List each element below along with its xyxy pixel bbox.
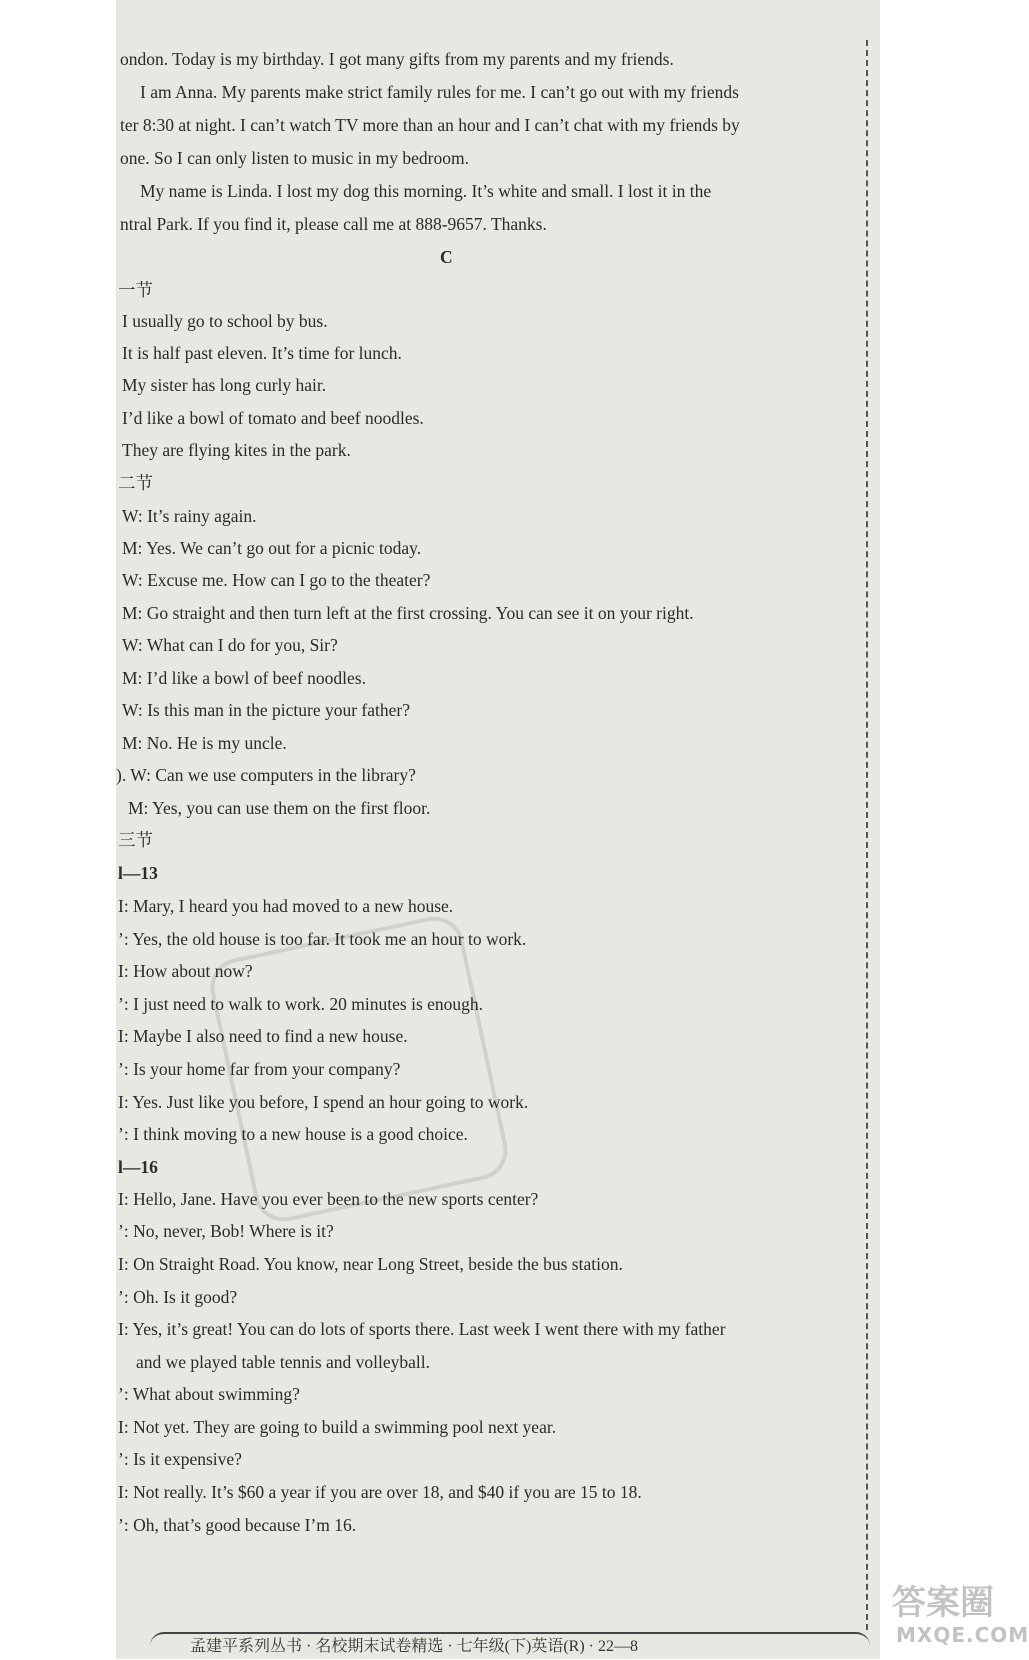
text-line: ter 8:30 at night. I can’t watch TV more than an hour and I can’t chat with my friends by [120,115,740,135]
dialogue-line: ’: What about swimming? [118,1384,300,1404]
watermark-text: 答案圈 [892,1583,994,1623]
text-line: I am Anna. My parents make strict family rules for me. I can’t go out with my friends [140,82,739,102]
dialogue-line: W: Is this man in the picture your father? [122,700,411,720]
dialogue-line: ’: I think moving to a new house is a good choice. [118,1124,468,1144]
dialogue-line: I: On Straight Road. You know, near Long Street, beside the bus station. [118,1254,623,1274]
subsection-label: 三节 [118,830,153,850]
dialogue-line: ’: Is it expensive? [118,1449,242,1469]
dialogue-line: ’: I just need to walk to work. 20 minutes is enough. [118,994,484,1014]
question-range: l—16 [118,1157,158,1177]
text-line: ntral Park. If you find it, please call me at 888-9657. Thanks. [120,214,547,234]
text-line: one. So I can only listen to music in my bedroom. [120,148,469,168]
dialogue-line: ’: No, never, Bob! Where is it? [118,1221,334,1241]
dialogue-line: M: No. He is my uncle. [122,733,287,753]
binding-line [866,40,868,1630]
text-line: It is half past eleven. It’s time for lunch. [122,343,402,363]
dialogue-line: W: It’s rainy again. [122,506,257,526]
left-margin [0,0,116,1659]
text-line: I usually go to school by bus. [122,311,328,331]
dialogue-line: I: Yes, it’s great! You can do lots of sports there. Last week I went there with my father [118,1319,726,1339]
dialogue-line: M: Go straight and then turn left at the first crossing. You can see it on your right. [122,603,694,623]
dialogue-line: and we played table tennis and volleyball. [136,1352,431,1372]
page [116,0,880,1659]
site-watermark [888,1575,1029,1655]
dialogue-line: ). W: Can we use computers in the library? [116,765,416,785]
dialogue-line: I: Not really. It’s $60 a year if you are over 18, and $40 if you are 15 to 18. [118,1482,642,1502]
dialogue-line: I: Maybe I also need to find a new house. [118,1026,408,1046]
dialogue-line: I: Mary, I heard you had moved to a new house. [118,896,454,916]
dialogue-line: W: Excuse me. How can I go to the theater? [122,570,431,590]
dialogue-line: ’: Oh. Is it good? [118,1287,238,1307]
text-line: They are flying kites in the park. [122,440,351,460]
dialogue-line: I: Not yet. They are going to build a swimming pool next year. [118,1417,557,1437]
text-line: I’d like a bowl of tomato and beef noodles. [122,408,424,428]
dialogue-line: ’: Oh, that’s good because I’m 16. [118,1515,357,1535]
dialogue-line: M: Yes. We can’t go out for a picnic today. [122,538,422,558]
dialogue-line: ’: Yes, the old house is too far. It took me an hour to work. [118,929,527,949]
watermark-url: MXQE.COM [896,1623,1029,1647]
dialogue-line: I: How about now? [118,961,253,981]
dialogue-line: W: What can I do for you, Sir? [122,635,338,655]
question-range: l—13 [118,863,158,883]
text-line: My sister has long curly hair. [122,375,327,395]
subsection-label: 一节 [118,280,153,300]
text-line: My name is Linda. I lost my dog this morning. It’s white and small. I lost it in the [140,181,712,201]
text-line: ondon. Today is my birthday. I got many gifts from my parents and my friends. [120,49,674,69]
page-footer: 孟建平系列丛书 · 名校期末试卷精选 · 七年级(下)英语(R) · 22—8 [150,1632,870,1659]
subsection-label: 二节 [118,473,153,493]
dialogue-line: I: Yes. Just like you before, I spend an hour going to work. [118,1092,529,1112]
section-heading: C [440,247,453,267]
dialogue-line: I: Hello, Jane. Have you ever been to the new sports center? [118,1189,539,1209]
dialogue-line: M: Yes, you can use them on the first floor. [128,798,431,818]
right-margin [880,0,1000,1659]
dialogue-line: ’: Is your home far from your company? [118,1059,401,1079]
dialogue-line: M: I’d like a bowl of beef noodles. [122,668,366,688]
